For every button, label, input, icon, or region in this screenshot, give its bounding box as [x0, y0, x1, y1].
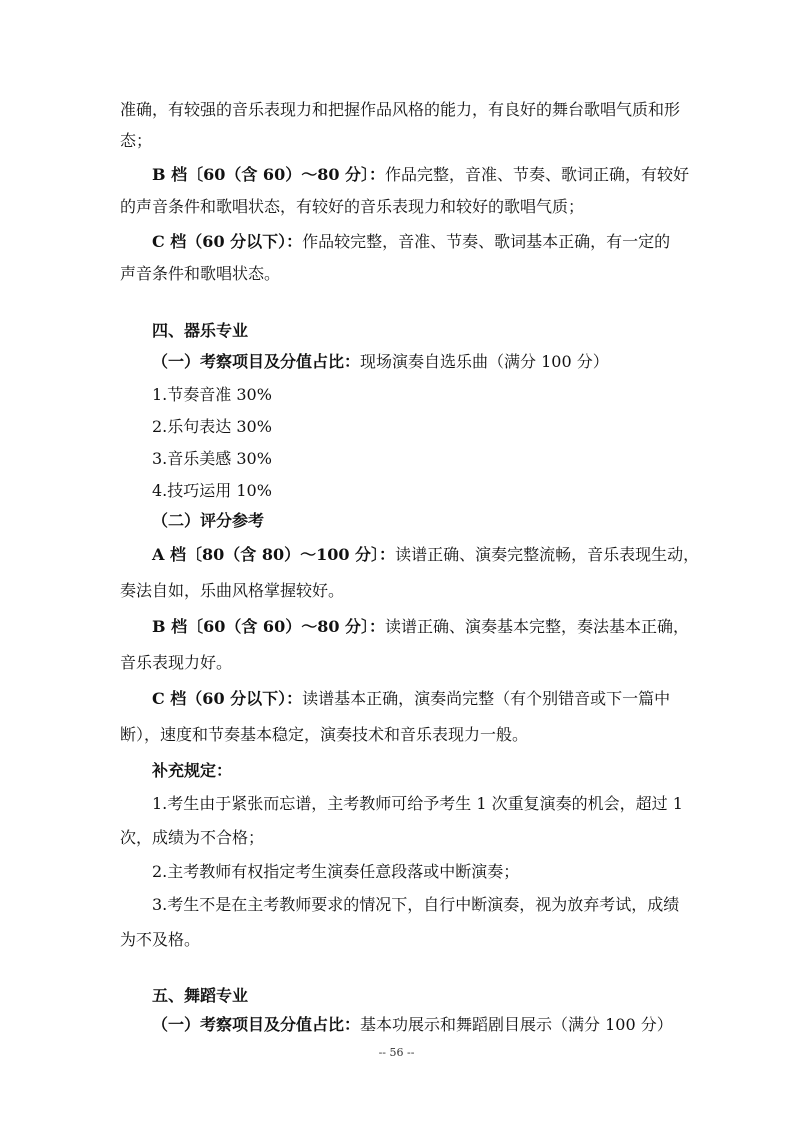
section-heading-instrumental: 四、器乐专业 — [152, 321, 249, 340]
list-item: 1.节奏音准 30% — [152, 385, 272, 404]
text-line: 音乐表现力好。 — [120, 653, 233, 672]
grade-c-text: 读谱基本正确，演奏尚完整（有个别错音或下一篇中 — [302, 689, 671, 708]
grade-c-heading: C 档（60 分以下）： — [152, 689, 303, 708]
text-line: 态； — [120, 131, 153, 150]
list-item: 4.技巧运用 10% — [152, 481, 272, 500]
grade-c-heading: C 档（60 分以下）： — [152, 232, 303, 251]
grade-b-line — [152, 164, 689, 186]
grade-c-text: 作品较完整，音准、节奏、歌词基本正确，有一定的 — [302, 232, 671, 251]
grade-b-heading: B 档〔60（含 60）～80 分〕： — [152, 617, 386, 636]
text-line: 次，成绩为不合格； — [120, 828, 265, 847]
subsection-line — [152, 351, 609, 373]
subsection-heading: （一）考察项目及分值占比： — [152, 1015, 361, 1034]
grade-b-text: 作品完整，音准、节奏、歌词正确，有较好 — [385, 165, 690, 184]
subsection-text: 现场演奏自选乐曲（满分 100 分） — [360, 352, 609, 371]
text-line: 为不及格。 — [120, 930, 201, 949]
grade-c-line — [152, 688, 670, 710]
text-line: 断），速度和节奏基本稳定，演奏技术和音乐表现力一般。 — [120, 725, 529, 744]
section-heading-dance: 五、舞蹈专业 — [152, 986, 249, 1005]
page-number: -- 56 -- — [378, 1046, 415, 1059]
supplementary-heading: 补充规定： — [152, 761, 233, 780]
grade-a-text: 读谱正确、演奏完整流畅，音乐表现生动， — [395, 545, 700, 564]
list-item: 2.乐句表达 30% — [152, 417, 272, 436]
grade-a-heading: A 档〔80（含 80）～100 分〕： — [152, 545, 396, 564]
grade-b-line — [152, 616, 689, 638]
rule-item: 1.考生由于紧张而忘谱，主考教师可给予考生 1 次重复演奏的机会，超过 1 — [152, 794, 683, 813]
list-item: 3.音乐美感 30% — [152, 449, 272, 468]
subsection-heading: （一）考察项目及分值占比： — [152, 352, 361, 371]
grade-b-heading: B 档〔60（含 60）～80 分〕： — [152, 165, 386, 184]
grade-b-text: 读谱正确、演奏基本完整，奏法基本正确， — [385, 617, 690, 636]
text-line: 奏法自如，乐曲风格掌握较好。 — [120, 581, 345, 600]
subsection-text: 基本功展示和舞蹈剧目展示（满分 100 分） — [360, 1015, 673, 1034]
grade-c-line — [152, 231, 670, 253]
subsection-heading: （二）评分参考 — [152, 511, 265, 530]
text-line: 准确，有较强的音乐表现力和把握作品风格的能力，有良好的舞台歌唱气质和形 — [120, 100, 681, 119]
grade-a-line — [152, 544, 699, 566]
rule-item: 3.考生不是在主考教师要求的情况下，自行中断演奏，视为放弃考试，成绩 — [152, 895, 680, 914]
rule-item: 2.主考教师有权指定考生演奏任意段落或中断演奏； — [152, 862, 520, 881]
text-line: 声音条件和歌唱状态。 — [120, 264, 281, 283]
subsection-line — [152, 1014, 673, 1036]
text-line: 的声音条件和歌唱状态，有较好的音乐表现力和较好的歌唱气质； — [120, 197, 585, 216]
